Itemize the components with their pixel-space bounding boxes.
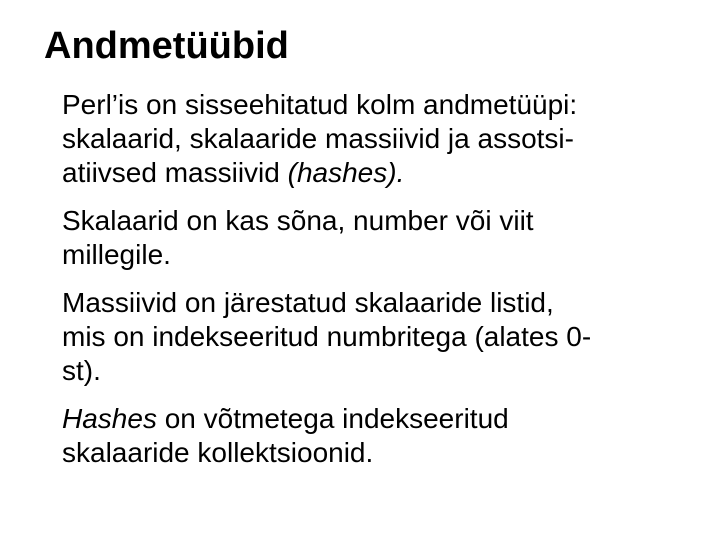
- paragraph-data-types: [62, 88, 692, 190]
- paragraph-1-line-1: Perl’is on sisseehitatud kolm andmetüüpi:: [62, 89, 578, 120]
- paragraph-3-line-1: Massiivid on järestatud skalaaride listid,: [62, 287, 554, 318]
- paragraph-arrays: [62, 286, 692, 388]
- paragraph-1-line-3: atiivsed massiivid: [62, 157, 288, 188]
- paragraph-3-line-3: st).: [62, 355, 101, 386]
- paragraph-3-line-2: mis on indekseeritud numbritega (alates 0-: [62, 321, 592, 352]
- paragraph-2-line-1: Skalaarid on kas sõna, number või viit: [62, 205, 534, 236]
- paragraph-4-line-1: on võtmetega indekseeritud: [156, 403, 509, 434]
- paragraph-scalars: [62, 204, 692, 272]
- paragraph-2-line-2: millegile.: [62, 239, 171, 270]
- paragraph-hashes: [62, 402, 692, 470]
- paragraph-4-line-2: skalaaride kollektsioonid.: [62, 437, 374, 468]
- slide-title: Andmetüübid: [44, 25, 289, 67]
- paragraph-4-hashes-term: Hashes: [62, 403, 157, 434]
- slide-body: [62, 88, 692, 484]
- paragraph-1-hashes-term: (hashes).: [287, 157, 405, 188]
- paragraph-1-line-2: skalaarid, skalaaride massiivid ja assotsi-: [62, 123, 574, 154]
